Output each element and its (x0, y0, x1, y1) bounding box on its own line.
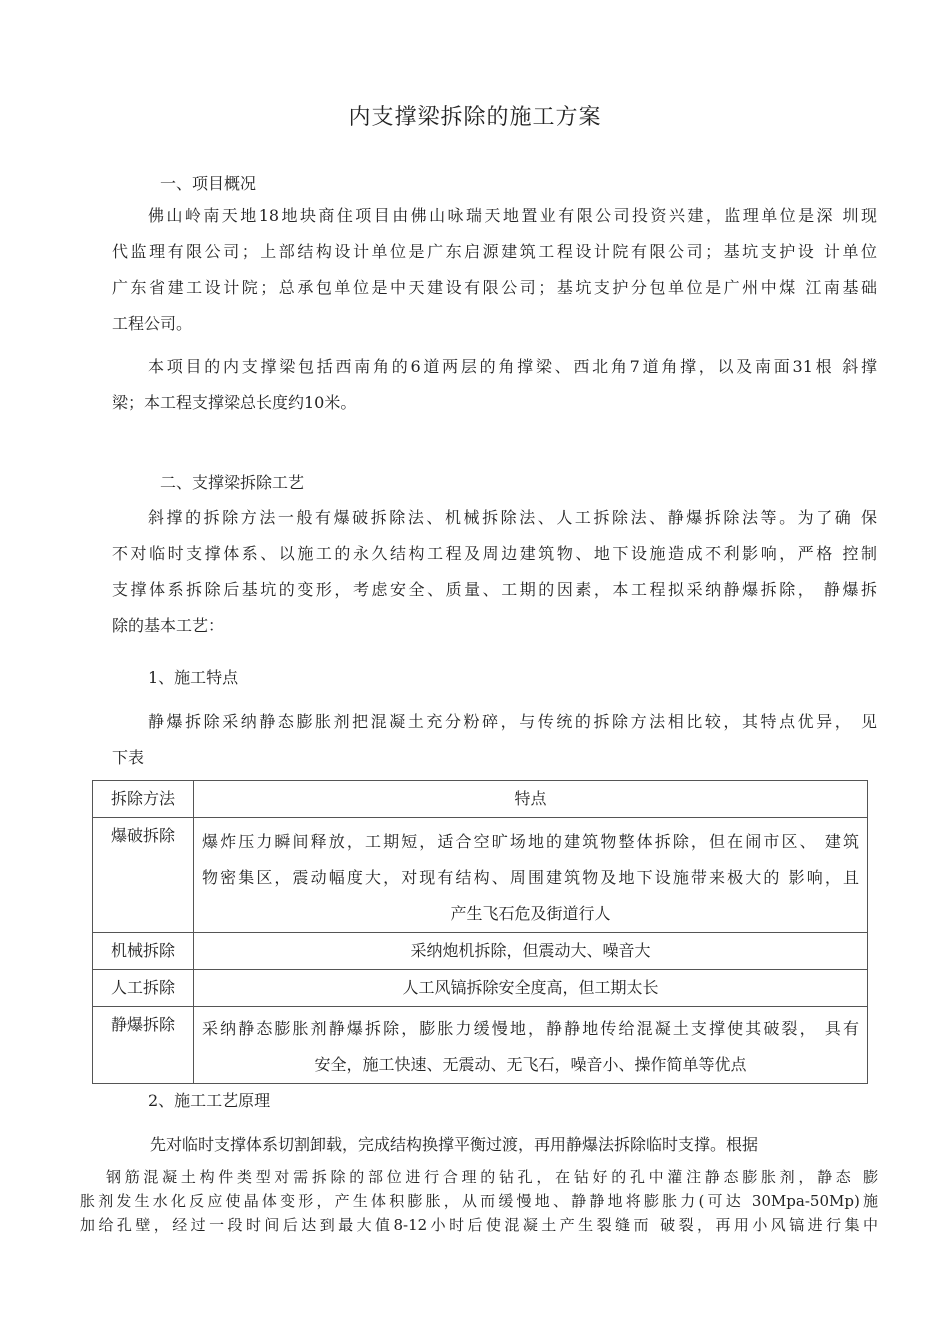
table-row (93, 970, 868, 1007)
subsection2-heading: 2、施工工艺原理 (148, 1091, 271, 1110)
cell-line: 人工风镐拆除安全度高，但工期太长 (402, 978, 659, 997)
section2-paragraph-1 (112, 500, 877, 644)
subsection2-paragraph-2 (80, 1165, 878, 1237)
subsection2-paragraph: 先对临时支撑体系切割卸载，完成结构换撑平衡过渡，再用静爆法拆除临时支撑。根据 (150, 1135, 759, 1154)
table-row (93, 818, 868, 933)
text-line: 胀剂发生水化反应使晶体变形，产生体积膨胀，从而缓慢地、静静地将膨胀力(可达 30Mpa-50Mp)施 (80, 1192, 878, 1210)
text-line: 不对临时支撑体系、以施工的永久结构工程及周边建筑物、地下设施造成不利影响，严格 控制 (112, 544, 877, 563)
text-line: 下表 (112, 748, 145, 767)
text-line: 代监理有限公司；上部结构设计单位是广东启源建筑工程设计院有限公司；基坑支护设 计单位 (112, 242, 877, 261)
table-row (93, 1007, 868, 1084)
table-cell-feature (194, 1007, 868, 1084)
text-line: 钢筋混凝土构件类型对需拆除的部位进行合理的钻孔，在钻好的孔中灌注静态膨胀剂，静态 膨 (106, 1168, 878, 1186)
text-line: 本项目的内支撑梁包括西南角的6道两层的角撑梁、西北角7道角撑，以及南面31根 斜撑 (148, 357, 877, 376)
text-line: 梁；本工程支撑梁总长度约10米。 (112, 393, 357, 412)
table-cell-method: 爆破拆除 (93, 818, 194, 933)
subsection1-heading: 1、施工特点 (148, 668, 239, 687)
table-header-row (93, 781, 868, 818)
text-line: 广东省建工设计院；总承包单位是中天建设有限公司；基坑支护分包单位是广州中煤 江南基础 (112, 278, 877, 297)
section2-heading: 二、支撑梁拆除工艺 (160, 473, 305, 492)
section1-heading: 一、项目概况 (160, 174, 257, 193)
cell-line: 产生飞石危及街道行人 (450, 904, 611, 923)
text-line: 静爆拆除采纳静态膨胀剂把混凝土充分粉碎，与传统的拆除方法相比较，其特点优异， 见 (148, 712, 877, 731)
text-line: 支撑体系拆除后基坑的变形，考虑安全、质量、工期的因素，本工程拟采纳静爆拆除， 静爆拆 (112, 580, 877, 599)
cell-line: 爆炸压力瞬间释放，工期短，适合空旷场地的建筑物整体拆除，但在闹市区、 建筑 (202, 832, 859, 851)
table-row (93, 933, 868, 970)
table-cell-feature (194, 970, 868, 1007)
table-header-cell: 拆除方法 (93, 781, 194, 818)
section1-paragraph-1 (112, 198, 877, 342)
cell-line: 采纳静态膨胀剂静爆拆除，膨胀力缓慢地，静静地传给混凝土支撑使其破裂， 具有 (202, 1019, 859, 1038)
table-cell-feature (194, 818, 868, 933)
table-header-cell: 特点 (194, 781, 868, 818)
text-line: 除的基本工艺： (112, 616, 225, 635)
section1-paragraph-2 (112, 349, 877, 421)
comparison-table (92, 780, 868, 1084)
table-cell-feature (194, 933, 868, 970)
cell-line: 安全，施工快速、无震动、无飞石，噪音小、操作简单等优点 (314, 1055, 747, 1074)
text-line: 加给孔壁，经过一段时间后达到最大值8-12小时后使混凝土产生裂缝而 破裂，再用小风镐进行集中 (80, 1216, 878, 1234)
table-cell-method: 人工拆除 (93, 970, 194, 1007)
text-line: 斜撑的拆除方法一般有爆破拆除法、机械拆除法、人工拆除法、静爆拆除法等。为了确 保 (148, 508, 877, 527)
text-line: 工程公司。 (112, 314, 193, 333)
table-cell-method: 静爆拆除 (93, 1007, 194, 1084)
text-line: 佛山岭南天地18地块商住项目由佛山咏瑞天地置业有限公司投资兴建，监理单位是深 圳现 (148, 206, 877, 225)
cell-line: 物密集区，震动幅度大，对现有结构、周围建筑物及地下设施带来极大的 影响，且 (202, 868, 859, 887)
document-title: 内支撑梁拆除的施工方案 (348, 105, 602, 130)
table-cell-method: 机械拆除 (93, 933, 194, 970)
cell-line: 采纳炮机拆除，但震动大、噪音大 (410, 941, 651, 960)
subsection1-paragraph (112, 704, 877, 776)
